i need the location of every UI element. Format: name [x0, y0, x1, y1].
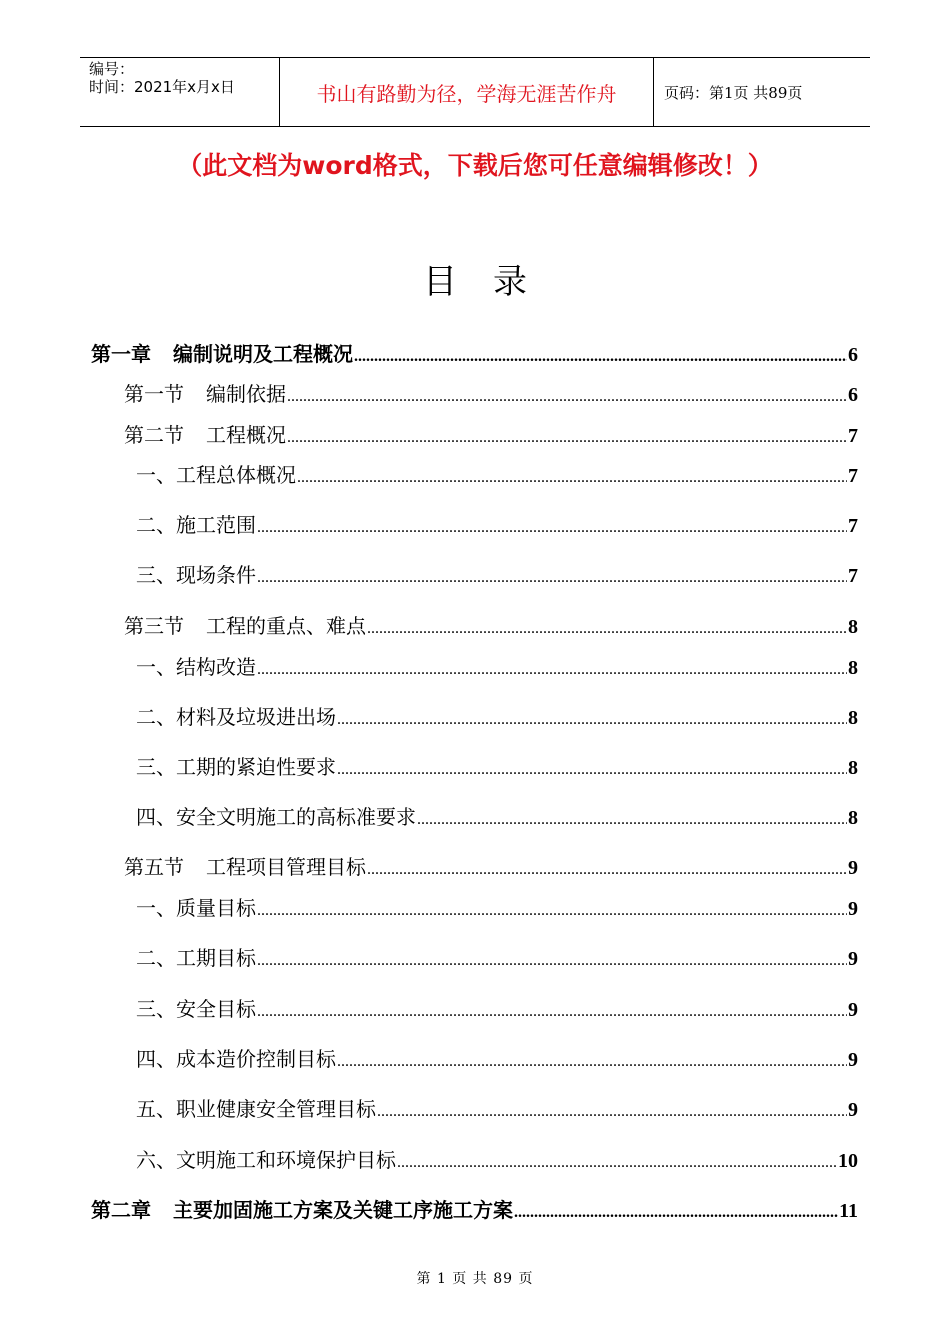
toc-leader-dots — [367, 615, 847, 643]
toc-entry-page: 7 — [848, 515, 858, 537]
toc-leader-dots — [377, 1098, 847, 1126]
toc-entry-text: 二、工期目标 — [136, 946, 256, 970]
toc-leader-dots — [257, 656, 847, 684]
toc-entry-text: 编制说明及工程概况 — [173, 342, 353, 366]
document-time-label: 时间：2021年x月x日 — [89, 78, 235, 96]
toc-entry[interactable] — [136, 703, 858, 731]
toc-entry-text: 编制依据 — [206, 382, 286, 406]
toc-leader-dots — [337, 756, 847, 784]
toc-entry-text: 三、现场条件 — [136, 563, 256, 587]
toc-entry-prefix: 第一章 — [91, 342, 151, 366]
toc-leader-dots — [287, 383, 847, 411]
toc-entry-page: 8 — [848, 707, 858, 729]
header-page-info: 页码：第1页 共89页 — [664, 83, 803, 102]
toc-entry-page: 7 — [848, 425, 858, 447]
toc-entry-page: 8 — [848, 616, 858, 638]
toc-entry[interactable] — [136, 511, 858, 539]
toc-entry-page: 9 — [848, 948, 858, 970]
toc-entry[interactable] — [91, 340, 858, 368]
toc-entry[interactable] — [136, 561, 858, 589]
toc-entry-page: 8 — [848, 807, 858, 829]
toc-leader-dots — [257, 897, 847, 925]
toc-entry-prefix: 第二章 — [91, 1198, 151, 1222]
toc-entry-text: 一、质量目标 — [136, 896, 256, 920]
header-meta — [80, 58, 280, 126]
toc-entry-page: 9 — [848, 1099, 858, 1121]
page-header — [80, 57, 870, 127]
toc-entry-text: 一、结构改造 — [136, 655, 256, 679]
toc-entry[interactable] — [136, 894, 858, 922]
toc-entry-text: 一、工程总体概况 — [136, 463, 296, 487]
toc-entry-page: 11 — [839, 1200, 858, 1222]
header-motto: 书山有路勤为径，学海无涯苦作舟 — [280, 58, 654, 126]
toc-entry-text: 四、安全文明施工的高标准要求 — [136, 805, 416, 829]
toc-entry-page: 7 — [848, 465, 858, 487]
toc-leader-dots — [257, 998, 847, 1026]
toc-entry-text: 二、施工范围 — [136, 513, 256, 537]
toc-entry-prefix: 第二节 — [124, 423, 184, 447]
toc-title: 目录 — [423, 262, 563, 302]
toc-entry-text: 三、安全目标 — [136, 997, 256, 1021]
toc-entry-page: 6 — [848, 384, 858, 406]
toc-entry-prefix: 第一节 — [124, 382, 184, 406]
toc-entry[interactable] — [136, 995, 858, 1023]
toc-entry[interactable] — [124, 380, 858, 408]
toc-entry-text: 工程概况 — [206, 423, 286, 447]
toc-entry-page: 6 — [848, 344, 858, 366]
toc-leader-dots — [257, 947, 847, 975]
toc-entry-text: 主要加固施工方案及关键工序施工方案 — [173, 1198, 513, 1222]
toc-entry-text: 五、职业健康安全管理目标 — [136, 1097, 376, 1121]
toc-entry[interactable] — [136, 803, 858, 831]
toc-entry-page: 8 — [848, 757, 858, 779]
toc-leader-dots — [354, 343, 847, 371]
toc-entry-text: 三、工期的紧迫性要求 — [136, 755, 336, 779]
toc-entry[interactable] — [124, 421, 858, 449]
toc-leader-dots — [337, 1048, 847, 1076]
toc-leader-dots — [417, 806, 847, 834]
toc-leader-dots — [337, 706, 847, 734]
page-footer: 第 1 页 共 89 页 — [416, 1271, 534, 1287]
toc-entry-page: 8 — [848, 657, 858, 679]
toc-entry[interactable] — [136, 753, 858, 781]
toc-entry[interactable] — [124, 853, 858, 881]
toc-leader-dots — [287, 424, 847, 452]
toc-entry[interactable] — [136, 1095, 858, 1123]
toc-entry-prefix: 第三节 — [124, 614, 184, 638]
toc-entry[interactable] — [136, 944, 858, 972]
editable-notice: （此文档为word格式，下载后您可任意编辑修改！） — [177, 151, 773, 180]
toc-entry[interactable] — [91, 1196, 858, 1224]
toc-entry-text: 二、材料及垃圾进出场 — [136, 705, 336, 729]
toc-entry-text: 工程项目管理目标 — [206, 855, 366, 879]
toc-entry[interactable] — [136, 1045, 858, 1073]
toc-entry[interactable] — [136, 1146, 858, 1174]
toc-entry-text: 工程的重点、难点 — [206, 614, 366, 638]
toc-entry-text: 六、文明施工和环境保护目标 — [136, 1148, 396, 1172]
toc-entry-page: 10 — [838, 1150, 858, 1172]
document-number-label: 编号： — [89, 60, 135, 78]
toc-leader-dots — [367, 856, 847, 884]
toc-leader-dots — [257, 564, 847, 592]
toc-entry-page: 9 — [848, 999, 858, 1021]
toc-leader-dots — [397, 1149, 837, 1177]
toc-entry[interactable] — [136, 461, 858, 489]
toc-leader-dots — [297, 464, 847, 492]
toc-entry-page: 9 — [848, 857, 858, 879]
toc-entry-text: 四、成本造价控制目标 — [136, 1047, 336, 1071]
toc-entry[interactable] — [124, 612, 858, 640]
toc-entry-page: 9 — [848, 898, 858, 920]
toc-entry-page: 9 — [848, 1049, 858, 1071]
toc-leader-dots — [257, 514, 847, 542]
toc-entry-prefix: 第五节 — [124, 855, 184, 879]
toc-entry-page: 7 — [848, 565, 858, 587]
toc-leader-dots — [514, 1199, 838, 1227]
toc-entry[interactable] — [136, 653, 858, 681]
